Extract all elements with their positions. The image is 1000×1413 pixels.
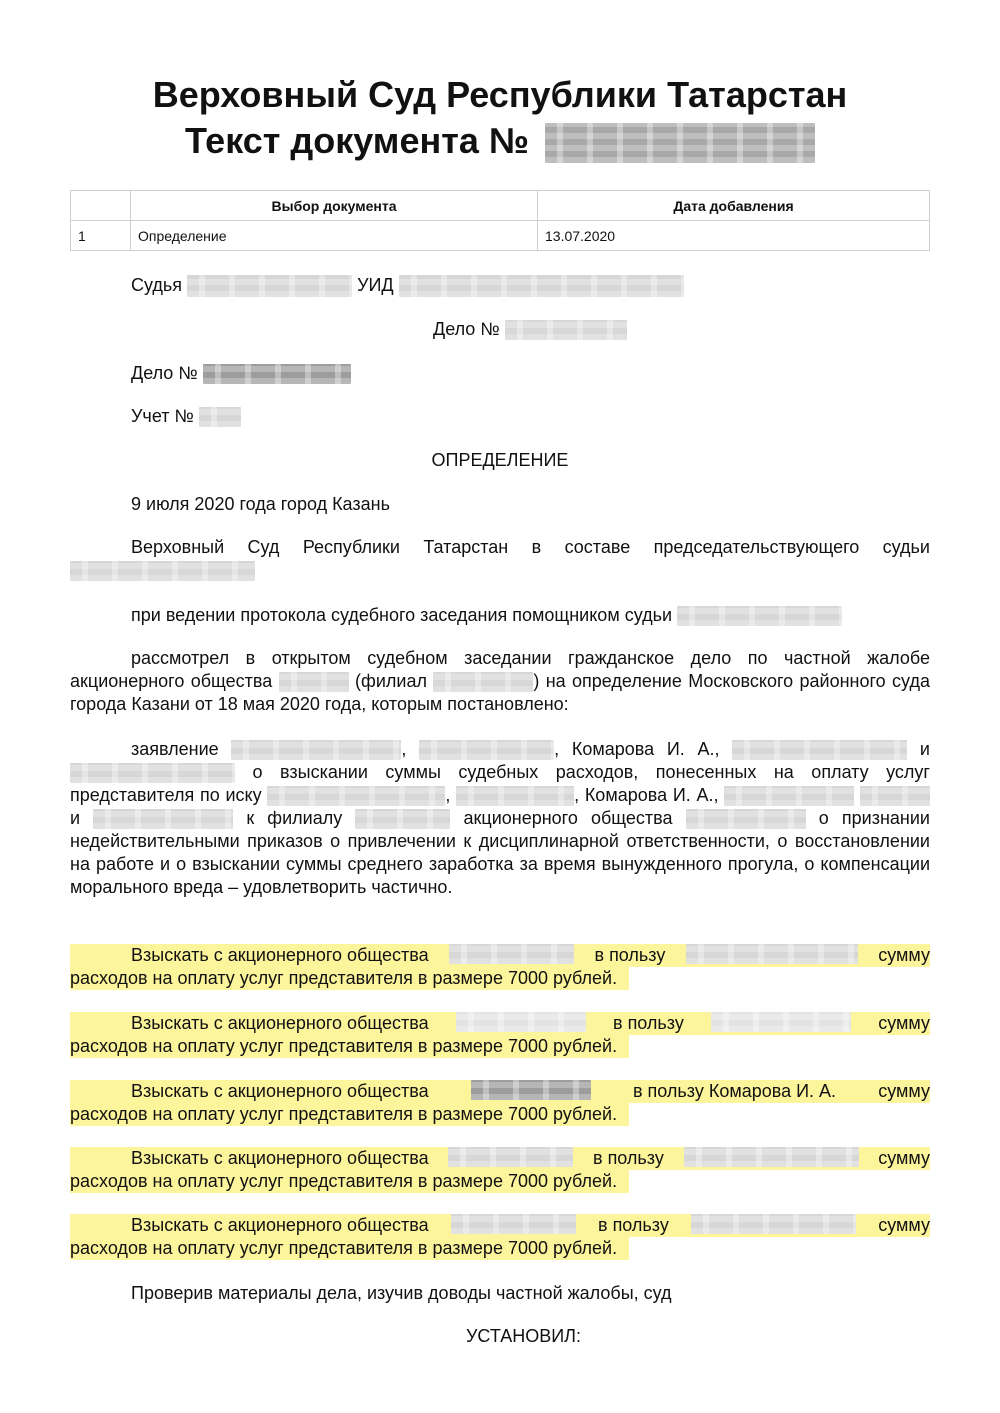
redacted-recipient (686, 944, 858, 964)
column-header-date: Дата добавления (538, 191, 930, 221)
table-header-row (71, 191, 930, 221)
redacted-company (471, 1080, 591, 1100)
redacted-recipient (711, 1012, 851, 1032)
ruling-paragraph (70, 738, 930, 899)
case-number-label-2: Дело № (131, 363, 198, 383)
redacted-document-number (545, 123, 815, 163)
recovery-amount-line: расходов на оплату услуг представителя в размере 7000 рублей. (70, 1237, 629, 1260)
row-document-type[interactable]: Определение (131, 221, 538, 251)
appeal-text-c: ) на определение Московского районного суда города Казани от 18 мая 2020 года, которым постановлено: (70, 671, 930, 714)
record-number-label: Учет № (131, 406, 194, 426)
secretary-text: при ведении протокола судебного заседания помощником судьи (131, 605, 673, 625)
recovery-paragraph-5 (70, 1214, 930, 1260)
recovery-sum: сумму (878, 1013, 930, 1033)
redacted-presiding-judge (70, 561, 255, 581)
record-number-line (131, 405, 241, 427)
ruling-text-k: о признании недействительными приказов о привлечении к дисциплинарной ответственности, о восстановлении на работе и о взыскании суммы среднего заработка за время вынужденного прогула, о компенсации морального вреда – удовлетворить частично. (70, 808, 930, 897)
appeal-paragraph (70, 647, 930, 716)
uid-label: УИД (357, 275, 394, 295)
recovery-text: Взыскать с акционерного общества (131, 1148, 429, 1168)
ruling-text-e: о взыскании суммы судебных расходов, понесенных на оплату услуг представителя по иску (70, 762, 930, 805)
recovery-amount-line: расходов на оплату услуг представителя в размере 7000 рублей. (70, 1170, 629, 1193)
appeal-text-a: рассмотрел в открытом судебном заседании гражданское дело по частной жалобе акционерного общества (70, 648, 930, 691)
recovery-paragraph-4 (70, 1147, 930, 1193)
recovery-in-favor: в пользу Комарова И. А. (632, 1081, 837, 1101)
appeal-text-b: (филиал (355, 671, 427, 691)
redacted-company (449, 944, 574, 964)
recovery-line-1 (70, 944, 930, 967)
date-place: 9 июля 2020 года город Казань (131, 494, 390, 514)
recovery-amount-line: расходов на оплату услуг представителя в размере 7000 рублей. (70, 1035, 629, 1058)
column-header-number (71, 191, 131, 221)
recovery-line-1 (70, 1080, 930, 1103)
ruling-text-d: и (919, 739, 930, 759)
document-table (70, 190, 930, 251)
redacted-company (456, 1012, 586, 1032)
recovery-text: Взыскать с акционерного общества (131, 945, 429, 965)
redacted-claimant-6 (456, 786, 574, 806)
ruling-text-j: акционерного общества (463, 808, 673, 828)
redacted-claimant-5 (267, 786, 445, 806)
recovery-text: Взыскать с акционерного общества (131, 1081, 429, 1101)
recovery-paragraph-1 (70, 944, 930, 990)
judge-label: Судья (131, 275, 183, 295)
court-title: Верховный Суд Республики Татарстан (152, 74, 848, 115)
redacted-recipient (691, 1214, 856, 1234)
recovery-text: Взыскать с акционерного общества (131, 1013, 429, 1033)
document-title (0, 118, 1000, 164)
ruling-text-g: , Комарова И. А., (574, 785, 719, 805)
established-heading: УСТАНОВИЛ: (466, 1326, 581, 1346)
recovery-amount-line: расходов на оплату услуг представителя в размере 7000 рублей. (70, 1103, 629, 1126)
column-header-document: Выбор документа (131, 191, 538, 221)
recovery-paragraph-2 (70, 1012, 930, 1058)
redacted-claimant-7 (724, 786, 854, 806)
ruling-text-i: к филиалу (246, 808, 343, 828)
recovery-in-favor: в пользу (594, 945, 666, 965)
case-number-line-2 (131, 362, 351, 384)
redacted-claimant-9 (93, 809, 233, 829)
redacted-uid (399, 275, 684, 297)
row-number: 1 (71, 221, 131, 251)
redacted-branch-name (433, 672, 533, 692)
redacted-claimant-2 (419, 740, 554, 760)
redacted-judge-name (187, 275, 352, 297)
redacted-claimant-4 (70, 763, 235, 783)
redacted-case-number-2 (203, 364, 351, 384)
recovery-sum: сумму (878, 1148, 930, 1168)
redacted-assistant-name (677, 606, 842, 626)
redacted-recipient (684, 1147, 859, 1167)
recovery-amount-line: расходов на оплату услуг представителя в размере 7000 рублей. (70, 967, 629, 990)
ruling-text-a: заявление (131, 739, 219, 759)
recovery-text: Взыскать с акционерного общества (131, 1215, 429, 1235)
redacted-company (451, 1214, 576, 1234)
recovery-line-1 (70, 1012, 930, 1035)
recovery-in-favor: в пользу (613, 1013, 684, 1033)
redacted-claimant-3 (732, 740, 907, 760)
redacted-claimant-1 (231, 740, 401, 760)
case-number-label-1: Дело № (433, 319, 500, 339)
recovery-line-1 (70, 1214, 930, 1237)
row-date: 13.07.2020 (538, 221, 930, 251)
recovery-sum: сумму (878, 945, 930, 965)
court-composition-text: Верховный Суд Республики Татарстан в составе председательствующего судьи (131, 537, 930, 557)
judge-line (131, 274, 684, 297)
document-title-label: Текст документа № (184, 120, 529, 161)
redacted-case-number-1 (505, 320, 627, 340)
secretary-paragraph (70, 604, 930, 627)
section-heading: ОПРЕДЕЛЕНИЕ (431, 450, 569, 470)
recovery-line-1 (70, 1147, 930, 1170)
redacted-company-2 (686, 809, 806, 829)
recovery-in-favor: в пользу (593, 1148, 664, 1168)
closing-line: Проверив материалы дела, изучив доводы частной жалобы, суд (131, 1283, 672, 1303)
table-row[interactable] (71, 221, 930, 251)
recovery-paragraph-3 (70, 1080, 930, 1126)
ruling-text-f: , (445, 785, 451, 805)
case-number-line-1 (433, 318, 627, 340)
redacted-record-number (199, 407, 241, 427)
recovery-sum: сумму (878, 1215, 930, 1235)
redacted-branch-2 (355, 809, 450, 829)
court-composition-paragraph (70, 536, 930, 582)
recovery-sum: сумму (878, 1081, 930, 1101)
redacted-company (448, 1147, 573, 1167)
ruling-text-b: , (401, 739, 407, 759)
ruling-text-c: , Комарова И. А., (554, 739, 720, 759)
redacted-company-name (279, 672, 349, 692)
redacted-claimant-8 (860, 786, 930, 806)
recovery-in-favor: в пользу (598, 1215, 669, 1235)
ruling-text-h: и (70, 808, 81, 828)
